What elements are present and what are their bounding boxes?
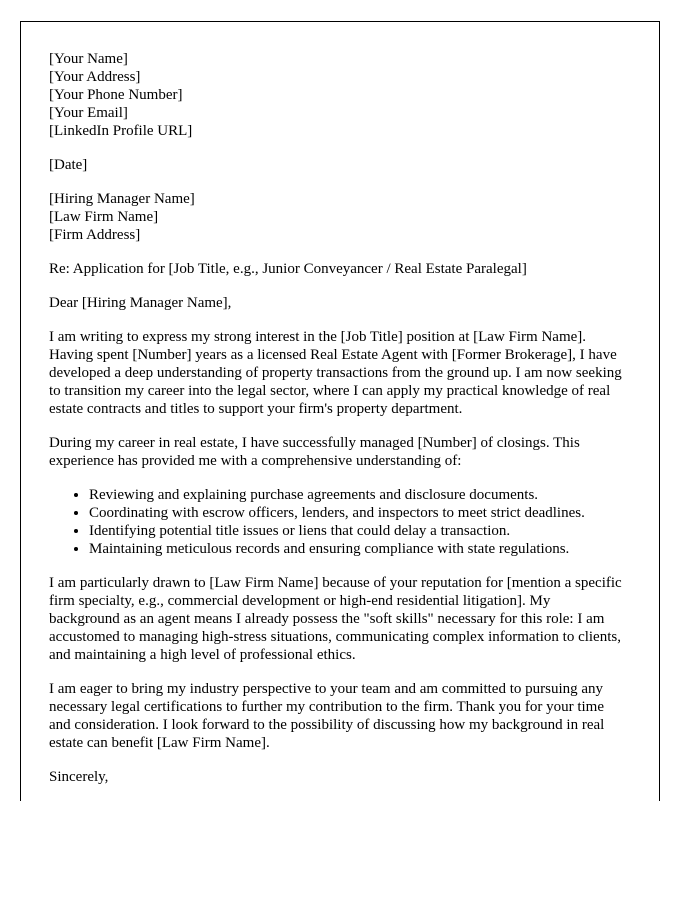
recipient-name: [Hiring Manager Name] xyxy=(49,191,195,207)
list-item: • Maintaining meticulous records and ensuring compliance with state regulations. xyxy=(89,540,624,558)
body-paragraph-1: I am writing to express my strong interest in the [Job Title] position at [Law Firm Name]. Having spent [Number] years as a licensed Real Estate Agent with [Former Brokerage], I have developed a deep understanding of property transactions from the ground up. I am now seeking to transition my career into the legal sector, where I can apply my practical knowledge of real estate contracts and titles to support your firm's property department. xyxy=(49,329,622,417)
letter-page xyxy=(20,21,660,801)
body-paragraph-4: I am eager to bring my industry perspective to your team and am committed to pursuing any necessary legal certifications to further my contribution to the firm. Thank you for your time and consideration. I look forward to the possibility of discussing how my background in real estate can benefit [Law Firm Name]. xyxy=(49,681,605,751)
recipient-info xyxy=(49,190,624,244)
recipient-address: [Firm Address] xyxy=(49,227,141,243)
list-item: • Coordinating with escrow officers, lenders, and inspectors to meet strict deadlines. xyxy=(89,504,624,522)
letter-date: [Date] xyxy=(49,157,88,173)
experience-list xyxy=(49,486,624,558)
sender-address: [Your Address] xyxy=(49,69,141,85)
list-item: • Reviewing and explaining purchase agreements and disclosure documents. xyxy=(89,486,624,504)
sender-name: [Your Name] xyxy=(49,51,128,67)
letter-content xyxy=(49,50,624,802)
body-paragraph-3: I am particularly drawn to [Law Firm Name] because of your reputation for [mention a specific firm specialty, e.g., commercial development or high-end residential litigation]. My background as an agent means I already possess the "soft skills" necessary for this role: I am accustomed to managing high-stress situations, communicating complex information to clients, and maintaining a high level of professional ethics. xyxy=(49,575,622,663)
salutation: Dear [Hiring Manager Name], xyxy=(49,295,232,311)
body-paragraph-2: During my career in real estate, I have successfully managed [Number] of closings. This experience has provided me with a comprehensive understanding of: xyxy=(49,435,580,469)
recipient-firm: [Law Firm Name] xyxy=(49,209,159,225)
subject-line: Re: Application for [Job Title, e.g., Junior Conveyancer / Real Estate Paralegal] xyxy=(49,261,527,277)
list-item: • Identifying potential title issues or liens that could delay a transaction. xyxy=(89,522,624,540)
sender-info xyxy=(49,50,624,140)
sender-phone: [Your Phone Number] xyxy=(49,87,183,103)
closing: Sincerely, xyxy=(49,769,109,785)
sender-linkedin: [LinkedIn Profile URL] xyxy=(49,123,193,139)
sender-email: [Your Email] xyxy=(49,105,128,121)
